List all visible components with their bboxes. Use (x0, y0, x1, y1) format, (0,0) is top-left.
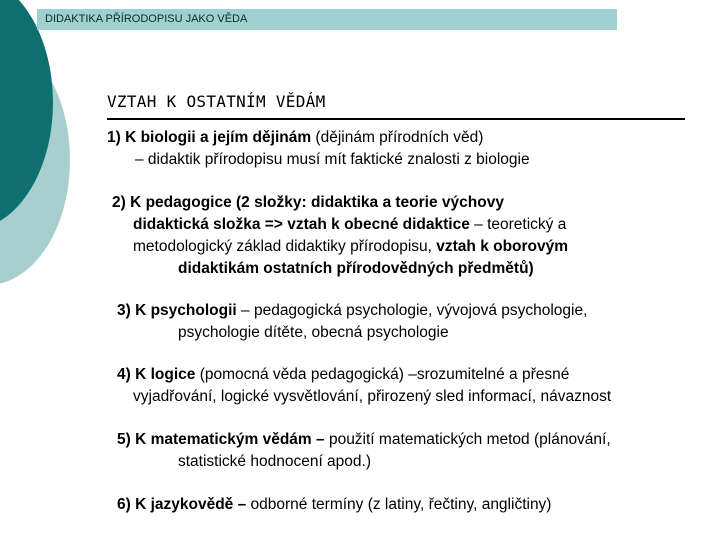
item-line (117, 364, 611, 386)
list-item-pedagogy (112, 192, 568, 280)
list-item-linguistics (117, 494, 551, 516)
item-heading: 2) K pedagogice (2 složky: didaktika a teorie výchovy (112, 194, 504, 211)
title-underline (107, 118, 685, 120)
item-heading: 6) K jazykovědě – (117, 496, 247, 513)
item-text: metodologický základ didaktiky přírodopisu, (133, 238, 437, 255)
item-line (112, 214, 568, 236)
item-line (117, 300, 587, 322)
item-heading: 5) K matematickým vědám – (117, 431, 325, 448)
item-text: statistické hodnocení apod.) (178, 453, 372, 470)
item-line (117, 494, 551, 516)
item-text: – didaktik přírodopisu musí mít faktické znalosti z biologie (135, 151, 530, 168)
list-item-psychology (117, 300, 587, 344)
item-line (112, 236, 568, 258)
header-bar: DIDAKTIKA PŘÍRODOPISU JAKO VĚDA (37, 9, 617, 30)
item-text: vyjadřování, logické vysvětlování, přirozený sled informací, návaznost (133, 388, 612, 405)
list-item-logic (117, 364, 611, 408)
item-text: – teoretický a (469, 216, 567, 233)
item-text: – pedagogická psychologie, vývojová psychologie, (236, 302, 588, 319)
item-heading: 4) K logice (117, 366, 196, 383)
item-heading: 1) K biologii a jejím dějinám (107, 129, 312, 146)
item-heading: didaktická složka => vztah k obecné didaktice (133, 216, 470, 233)
item-text: (pomocná věda pedagogická) –srozumitelné a přesné (195, 366, 570, 383)
list-item-mathematics (117, 429, 611, 473)
item-text: psychologie dítěte, obecná psychologie (178, 324, 449, 341)
item-line (107, 127, 530, 149)
list-item-biology (107, 127, 530, 171)
item-heading: didaktikám ostatních přírodovědných předmětů) (178, 260, 534, 277)
item-heading: vztah k oborovým (436, 238, 569, 255)
item-text: použití matematických metod (plánování, (324, 431, 611, 448)
item-text: odborné termíny (z latiny, řečtiny, angličtiny) (246, 496, 552, 513)
item-line (117, 429, 611, 451)
slide-title: VZTAH K OSTATNÍM VĚDÁM (107, 92, 326, 111)
item-text: (dějinám přírodních věd) (311, 129, 484, 146)
item-heading: 3) K psychologii (117, 302, 237, 319)
